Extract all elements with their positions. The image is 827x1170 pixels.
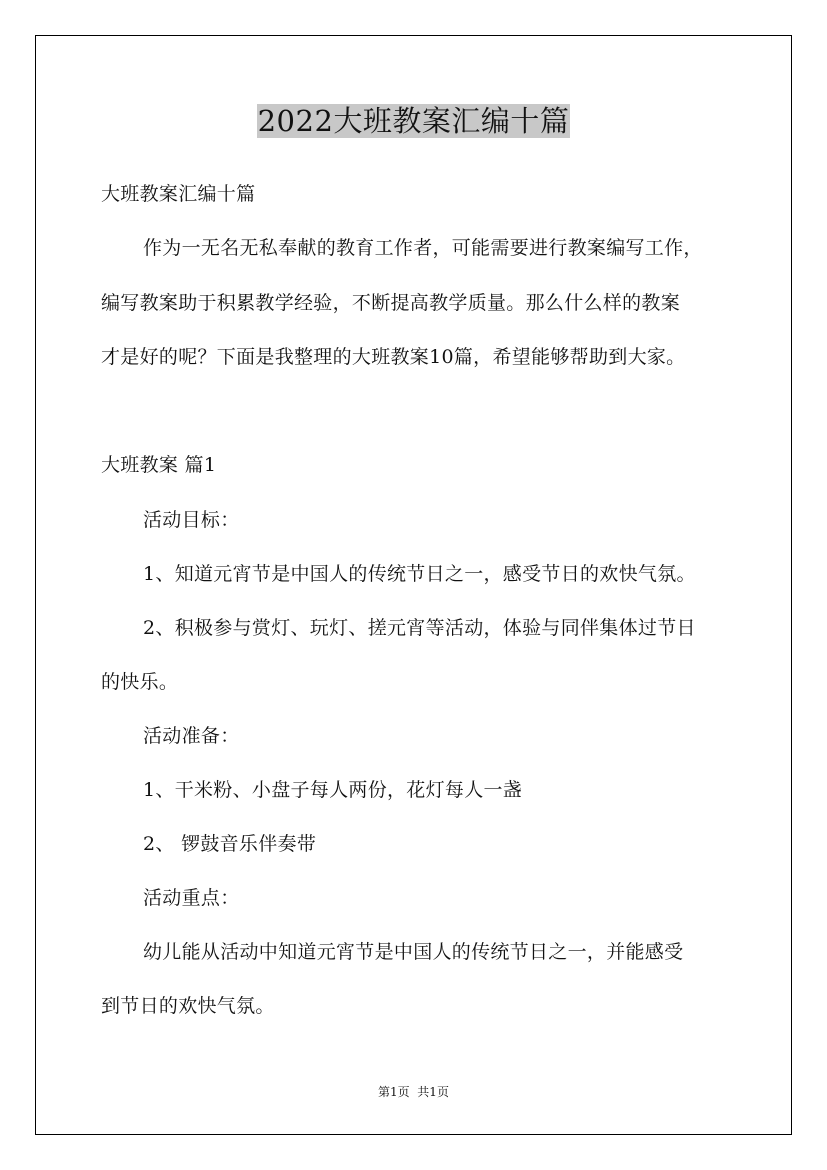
section-heading: 大班教案 篇1 [101, 454, 217, 476]
key-point-text-continued: 到节日的欢快气氛。 [101, 995, 275, 1017]
goal-item-2-continued: 的快乐。 [101, 671, 179, 693]
goal-label: 活动目标： [143, 509, 240, 531]
key-point-label: 活动重点： [143, 887, 240, 909]
intro-line-1: 作为一无名无私奉献的教育工作者，可能需要进行教案编写工作， [143, 237, 703, 259]
prep-item-2: 2、 锣鼓音乐伴奏带 [143, 833, 317, 855]
page-footer: 第1页 共1页 [378, 1085, 449, 1099]
document-subtitle: 大班教案汇编十篇 [101, 183, 256, 205]
goal-item-2: 2、积极参与赏灯、玩灯、搓元宵等活动，体验与同伴集体过节日 [143, 617, 696, 639]
prep-label: 活动准备： [143, 725, 240, 747]
document-title-text: 2022大班教案汇编十篇 [257, 104, 570, 138]
intro-line-2: 编写教案助于积累教学经验，不断提高教学质量。那么什么样的教案 [101, 292, 681, 314]
goal-item-1: 1、知道元宵节是中国人的传统节日之一，感受节日的欢快气氛。 [143, 563, 696, 585]
prep-item-1: 1、干米粉、小盘子每人两份，花灯每人一盏 [143, 779, 523, 801]
key-point-text: 幼儿能从活动中知道元宵节是中国人的传统节日之一，并能感受 [143, 941, 684, 963]
intro-line-3: 才是好的呢？下面是我整理的大班教案10篇，希望能够帮助到大家。 [101, 346, 686, 368]
document-title [0, 100, 827, 142]
